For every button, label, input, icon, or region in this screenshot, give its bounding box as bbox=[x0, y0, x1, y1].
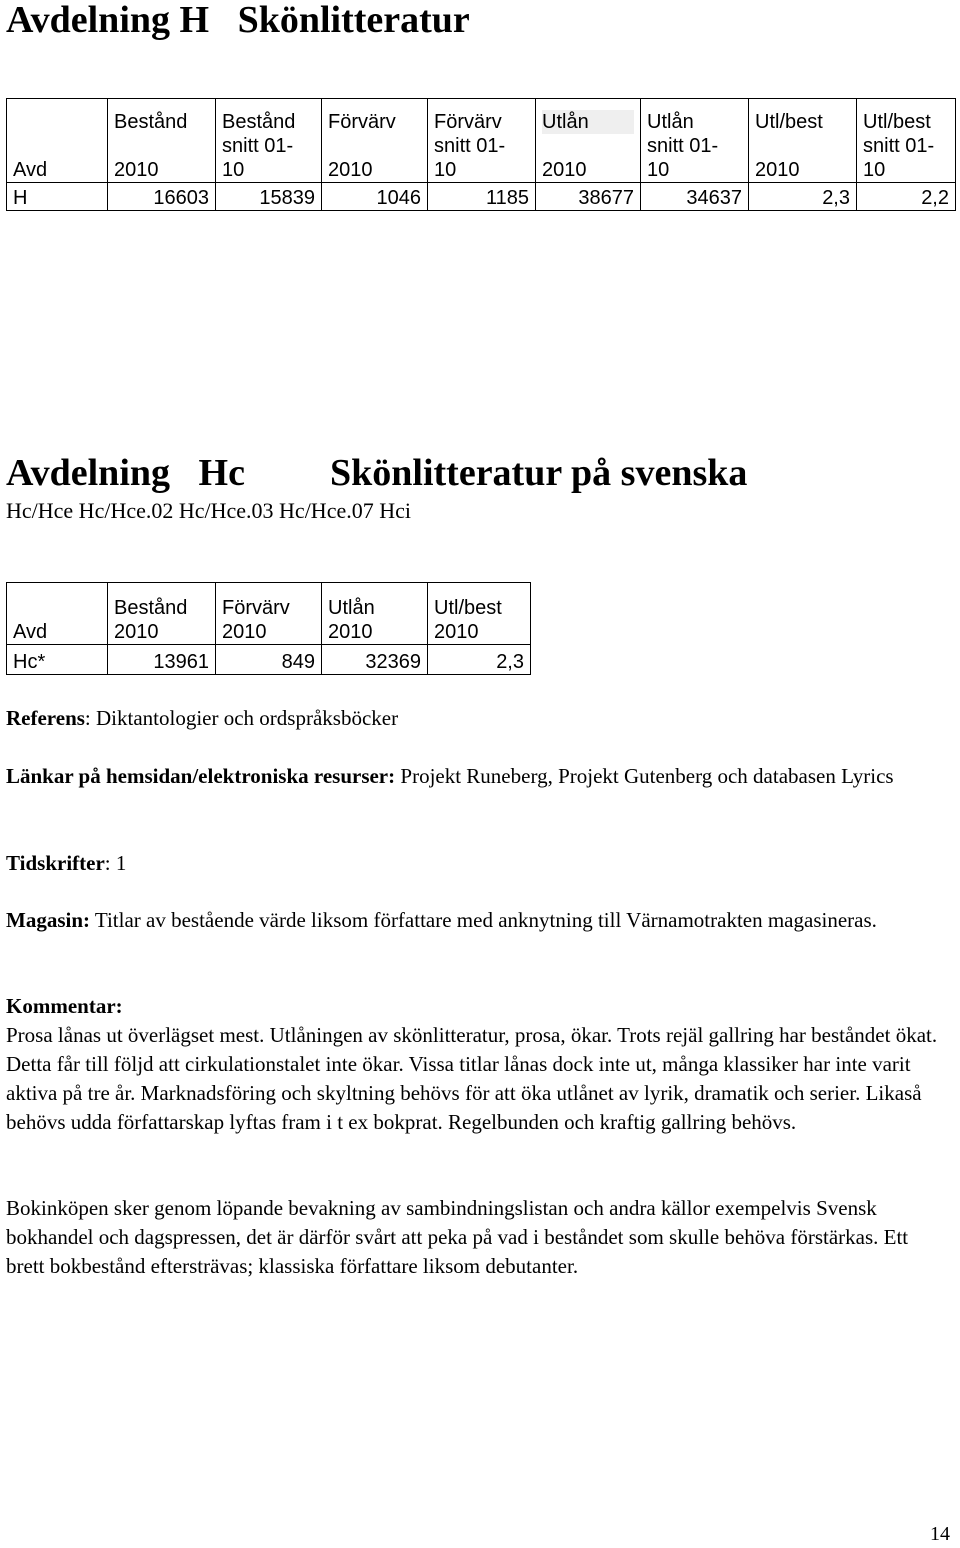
table-cell: 15839 bbox=[216, 183, 322, 211]
kommentar-label: Kommentar: bbox=[6, 994, 123, 1018]
header-cell: Utl/best 2010 bbox=[749, 99, 857, 183]
magasin-label: Magasin: bbox=[6, 908, 90, 932]
table-cell: H bbox=[7, 183, 108, 211]
table-header-row bbox=[7, 583, 531, 645]
header-cell: Utl/best 2010 bbox=[428, 583, 531, 645]
page-number: 14 bbox=[930, 1523, 950, 1545]
header-cell: Utlån snitt 01- 10 bbox=[641, 99, 749, 183]
header-cell: Bestånd 2010 bbox=[108, 583, 216, 645]
kommentar-text: Prosa lånas ut överlägset mest. Utlåningen av skönlitteratur, prosa, ökar. Trots rejäl gallring har beståndet ökat. Detta får till följd att cirkulationstalet inte ökar. Vissa titlar lånas dock inte ut, många klassiker har inte varit aktiva på tre år. Marknadsföring och skyltning behövs för att öka utlånet av lyrik, dramatik och serier. Likaså behövs udda författarskap lyftas fram i t ex bokprat. Regelbunden och kraftig gallring behövs. bbox=[6, 1023, 938, 1134]
section-hc-title-name: Skönlitteratur på svenska bbox=[330, 452, 748, 494]
referens-text: Diktantologier och ordspråksböcker bbox=[96, 706, 399, 730]
section-h-title: Avdelning H Skönlitteratur bbox=[6, 0, 470, 41]
header-cell: Utlån 2010 bbox=[536, 99, 641, 183]
header-cell: Avd bbox=[7, 99, 108, 183]
tidskrifter-text: 1 bbox=[115, 851, 127, 875]
referens-paragraph: Referens: Diktantologier och ordspråksböcker bbox=[6, 706, 399, 730]
table-cell: 38677 bbox=[536, 183, 641, 211]
table-row bbox=[7, 645, 531, 675]
table-header-row bbox=[7, 99, 956, 183]
header-cell: Förvärv 2010 bbox=[216, 583, 322, 645]
section-hc-title-code: Avdelning Hc bbox=[6, 452, 245, 494]
magasin-paragraph bbox=[6, 906, 951, 935]
table-cell: 34637 bbox=[641, 183, 749, 211]
header-cell: Bestånd snitt 01- 10 bbox=[216, 99, 322, 183]
header-cell: Avd bbox=[7, 583, 108, 645]
table-cell: Hc* bbox=[7, 645, 108, 675]
section-hc-subtitle: Hc/Hce Hc/Hce.02 Hc/Hce.03 Hc/Hce.07 Hci bbox=[6, 498, 411, 523]
tidskrifter-label: Tidskrifter bbox=[6, 851, 105, 875]
table-cell: 16603 bbox=[108, 183, 216, 211]
section-hc-table bbox=[6, 582, 531, 675]
referens-label: Referens bbox=[6, 706, 85, 730]
table-row bbox=[7, 183, 956, 211]
bokinkop-paragraph: Bokinköpen sker genom löpande bevakning av sambindningslistan och andra källor exempelvis Svensk bokhandel och dagspressen, det är därför svårt att peka på vad i beståndet som skulle behöva förstärkas. Ett brett bokbestånd eftersträvas; klassiska författare liksom debutanter. bbox=[6, 1196, 909, 1278]
magasin-text: Titlar av bestående värde liksom författare med anknytning till Värnamotrakten magasineras. bbox=[90, 908, 877, 932]
table-cell: 2,3 bbox=[428, 645, 531, 675]
table-cell: 2,3 bbox=[749, 183, 857, 211]
header-cell: Förvärv 2010 bbox=[322, 99, 428, 183]
header-cell: Utlån 2010 bbox=[322, 583, 428, 645]
header-cell: Utl/best snitt 01- 10 bbox=[857, 99, 956, 183]
lankar-label: Länkar på hemsidan/elektroniska resurser: bbox=[6, 764, 396, 788]
header-cell: Förvärv snitt 01- 10 bbox=[428, 99, 536, 183]
lankar-paragraph bbox=[6, 762, 951, 791]
lankar-text: Projekt Runeberg, Projekt Gutenberg och databasen Lyrics bbox=[395, 764, 894, 788]
section-h-table bbox=[6, 98, 956, 211]
header-cell: Bestånd 2010 bbox=[108, 99, 216, 183]
table-cell: 32369 bbox=[322, 645, 428, 675]
tidskrifter-paragraph: Tidskrifter: 1 bbox=[6, 851, 127, 875]
table-cell: 2,2 bbox=[857, 183, 956, 211]
table-cell: 849 bbox=[216, 645, 322, 675]
table-cell: 1046 bbox=[322, 183, 428, 211]
table-cell: 13961 bbox=[108, 645, 216, 675]
table-cell: 1185 bbox=[428, 183, 536, 211]
